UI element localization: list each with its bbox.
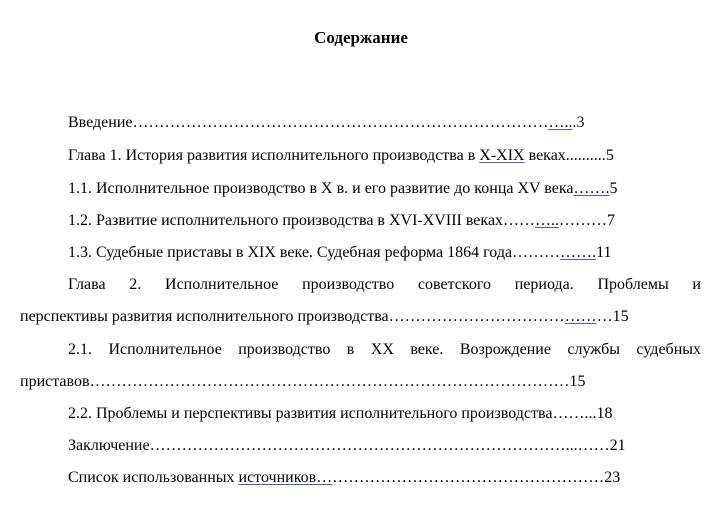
toc-entry-page: 15	[569, 373, 586, 390]
toc-entry-text: 1.3. Судебные приставы в XIX веке. Судебная реформа 1864 года………	[68, 244, 561, 261]
toc-entry-1-1	[68, 179, 618, 199]
toc-entry-2-1-line-1	[68, 340, 701, 360]
toc-entry-underlined: X-XIX	[479, 147, 525, 164]
toc-entry-1-3	[68, 243, 611, 263]
toc-entry-text: Список использованных	[68, 469, 239, 486]
toc-entry-page: 7	[607, 212, 616, 229]
toc-entry-underlined: ……	[564, 308, 597, 325]
toc-entry-2-2	[68, 404, 612, 424]
toc-entry-underlined: …….	[573, 180, 610, 197]
toc-entry-conclusion	[68, 436, 626, 456]
toc-entry-text: Введение……………………………………………………………………	[68, 114, 549, 131]
page-title: Содержание	[314, 28, 408, 47]
toc-entry-text: Глава 2. Исполнительное производство советского периода. Проблемы и	[68, 276, 701, 293]
toc-entry-underlined: …….	[560, 244, 597, 261]
toc-entry-2-1-line-2	[20, 372, 586, 392]
toc-entry-text: 2.1. Исполнительное производство в XX веке. Возрождение службы судебных	[68, 341, 701, 358]
toc-entry-introduction	[68, 113, 585, 133]
toc-entry-text: 1.2. Развитие исполнительного производства в XVI-XVIII веках……	[68, 212, 536, 229]
toc-entry-rest: ……………………………………………	[332, 469, 605, 486]
toc-entry-page: …15	[596, 308, 629, 325]
toc-entry-chapter-2-line-1	[68, 275, 701, 295]
toc-entry-1-2	[68, 211, 615, 231]
toc-entry-dots: …..	[548, 114, 573, 131]
toc-entry-chapter-1	[68, 146, 614, 166]
toc-entry-text: перспективы развития исполнительного производства……………………………	[20, 308, 565, 325]
toc-entry-text: Заключение……………………………………………………………………...……	[68, 437, 610, 454]
toc-entry-page: 5	[605, 147, 614, 164]
toc-entry-text: 1.1. Исполнительное производство в X в. и его развитие до конца XV века	[68, 180, 574, 197]
toc-entry-page: 21	[609, 437, 626, 454]
toc-entry-page: 5	[609, 180, 618, 197]
toc-entry-page: 11	[596, 244, 612, 261]
toc-entry-text: Глава 1. История развития исполнительного производства в	[68, 147, 480, 164]
toc-entry-page: 23	[604, 469, 621, 486]
toc-entry-references	[68, 468, 620, 488]
toc-entry-underlined: …..	[535, 212, 560, 229]
toc-entry-rest: ………	[559, 212, 608, 229]
toc-entry-page: 18	[596, 405, 613, 422]
toc-entry-rest: веках..........	[524, 147, 606, 164]
toc-entry-page: .3	[572, 114, 585, 131]
toc-entry-text: приставов………………………………………………………………………………	[20, 373, 570, 390]
toc-entry-chapter-2-line-2	[20, 307, 629, 327]
toc-entry-text: 2.2. Проблемы и перспективы развития исполнительного производства……...	[68, 405, 597, 422]
toc-entry-underlined: источников…	[238, 469, 333, 486]
